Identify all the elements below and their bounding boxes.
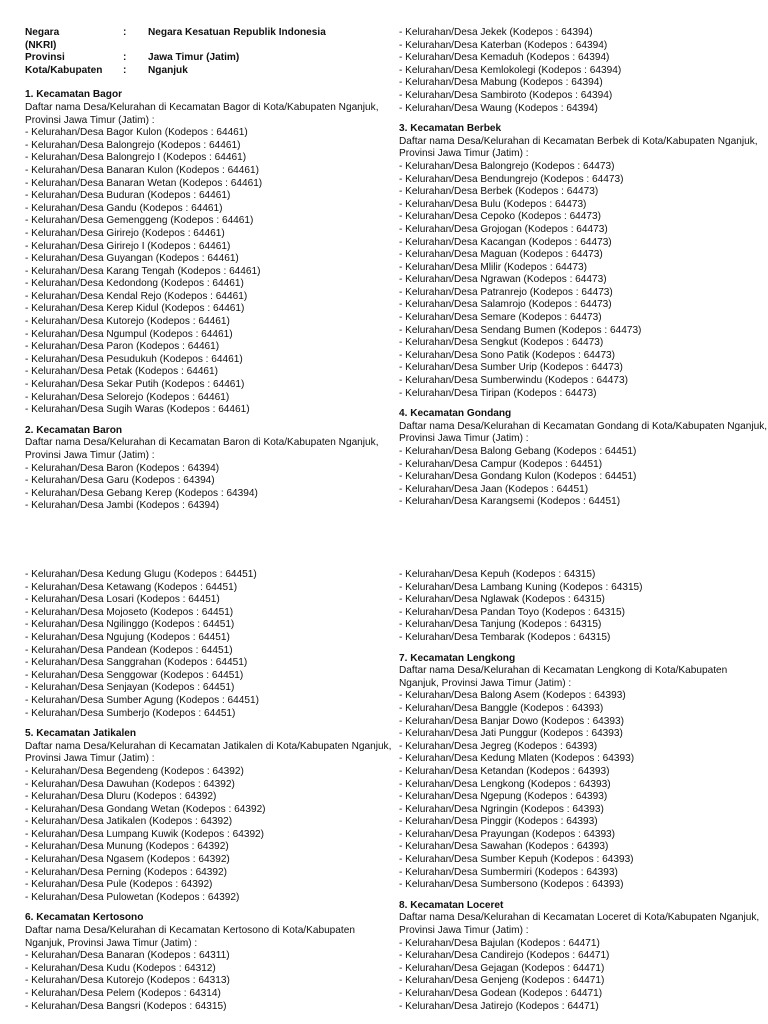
village-list-item: - Kelurahan/Desa Buduran (Kodepos : 64461): [25, 190, 231, 202]
village-list-item: - Kelurahan/Desa Salamrojo (Kodepos : 64473): [399, 299, 612, 311]
village-list-item: - Kelurahan/Desa Kepuh (Kodepos : 64315): [399, 569, 596, 580]
village-list-item: - Kelurahan/Desa Jatikalen (Kodepos : 64392): [25, 816, 233, 828]
header-value: Jawa Timur (Jatim): [148, 52, 240, 64]
header-label: Negara: [25, 27, 60, 38]
section-description: Daftar nama Desa/Kelurahan di Kecamatan Gondang di Kota/Kabupaten Nganjuk, Provinsi Jawa Timur (Jatim) :: [399, 420, 768, 445]
village-list-item: - Kelurahan/Desa Sumbersono (Kodepos : 64393): [399, 879, 624, 891]
village-list-item: - Kelurahan/Desa Baron (Kodepos : 64394): [25, 462, 220, 474]
village-list-item: - Kelurahan/Desa Pulowetan (Kodepos : 64392): [25, 891, 240, 903]
village-list-item: - Kelurahan/Desa Tiripan (Kodepos : 64473): [399, 387, 597, 399]
village-list-item: - Kelurahan/Desa Sumberwindu (Kodepos : 64473): [399, 375, 628, 387]
village-list-item: - Kelurahan/Desa Ngumpul (Kodepos : 64461): [25, 328, 233, 340]
village-list-item: - Kelurahan/Desa Kedung Mlaten (Kodepos : 64393): [399, 753, 635, 765]
village-list-item: - Kelurahan/Desa Genjeng (Kodepos : 64471): [399, 975, 605, 987]
section-list: [25, 89, 395, 512]
village-list-item: - Kelurahan/Desa Gejagan (Kodepos : 64471): [399, 962, 605, 974]
section-title: 5. Kecamatan Jatikalen: [25, 728, 137, 740]
section-title: 7. Kecamatan Lengkong: [399, 652, 516, 664]
section-description: Daftar nama Desa/Kelurahan di Kecamatan Bagor di Kota/Kabupaten Nganjuk, Provinsi Jawa Timur (Jatim) :: [25, 101, 379, 126]
section-description: Daftar nama Desa/Kelurahan di Kecamatan Berbek di Kota/Kabupaten Nganjuk, Provinsi Jawa Timur (Jatim) :: [399, 135, 758, 160]
village-list-item: - Kelurahan/Desa Bajulan (Kodepos : 64471): [399, 937, 600, 949]
village-list-item: - Kelurahan/Desa Sumberjo (Kodepos : 64451): [25, 707, 236, 719]
page-top-right-column: [399, 27, 768, 509]
village-list-item: - Kelurahan/Desa Sengkut (Kodepos : 64473): [399, 337, 604, 349]
village-list-item: - Kelurahan/Desa Gemenggeng (Kodepos : 64461): [25, 215, 254, 227]
village-list-item: - Kelurahan/Desa Karang Tengah (Kodepos : 64461): [25, 265, 261, 277]
document-page-bottom: [0, 512, 768, 1024]
village-list-item: - Kelurahan/Desa Gandu (Kodepos : 64461): [25, 202, 223, 214]
kecamatan-section: [399, 27, 768, 115]
village-list-item: - Kelurahan/Desa Jambi (Kodepos : 64394): [25, 500, 220, 512]
village-list-item: - Kelurahan/Desa Ngrawan (Kodepos : 64473): [399, 274, 607, 286]
village-list-item: - Kelurahan/Desa Kudu (Kodepos : 64312): [25, 962, 216, 974]
village-list-item: - Kelurahan/Desa Tanjung (Kodepos : 64315): [399, 619, 602, 631]
village-list-item: - Kelurahan/Desa Cepoko (Kodepos : 64473): [399, 211, 602, 223]
village-list-item: - Kelurahan/Desa Sugih Waras (Kodepos : 64461): [25, 404, 250, 416]
section-title: 8. Kecamatan Loceret: [399, 899, 504, 911]
village-list-item: - Kelurahan/Desa Patranrejo (Kodepos : 64473): [399, 286, 613, 298]
header-label: Provinsi: [25, 52, 65, 64]
village-list-item: - Kelurahan/Desa Banggle (Kodepos : 64393): [399, 702, 604, 714]
village-list-item: - Kelurahan/Desa Sumber Agung (Kodepos : 64451): [25, 694, 259, 706]
village-list-item: - Kelurahan/Desa Pandean (Kodepos : 64451): [25, 644, 233, 656]
village-list-item: - Kelurahan/Desa Ngilinggo (Kodepos : 64451): [25, 619, 235, 631]
section-title: 4. Kecamatan Gondang: [399, 408, 512, 420]
village-list-item: - Kelurahan/Desa Pandan Toyo (Kodepos : 64315): [399, 606, 625, 618]
section-title: 6. Kecamatan Kertosono: [25, 912, 144, 924]
village-list-item: - Kelurahan/Desa Mabung (Kodepos : 64394): [399, 77, 603, 89]
header-colon: :: [123, 64, 127, 76]
header-value: Nganjuk: [148, 64, 188, 76]
header-value: Negara Kesatuan Republik Indonesia: [148, 27, 326, 38]
village-list-item: - Kelurahan/Desa Kendal Rejo (Kodepos : 64461): [25, 290, 248, 302]
village-list-item: - Kelurahan/Desa Guyangan (Kodepos : 64461): [25, 253, 239, 265]
village-list-item: - Kelurahan/Desa Kedung Glugu (Kodepos : 64451): [25, 569, 257, 580]
section-description: Daftar nama Desa/Kelurahan di Kecamatan Kertosono di Kota/Kabupaten Nganjuk, Provinsi Jawa Timur (Jatim) :: [25, 925, 355, 949]
village-list-item: - Kelurahan/Desa Bagor Kulon (Kodepos : 64461): [25, 127, 248, 139]
kecamatan-section: [399, 569, 768, 645]
page-top-left-column: [25, 27, 395, 512]
kecamatan-section: [399, 123, 768, 400]
kecamatan-section: [25, 569, 395, 720]
village-list-item: - Kelurahan/Desa Bangsri (Kodepos : 64315): [25, 1000, 227, 1012]
village-list-item: - Kelurahan/Desa Jatirejo (Kodepos : 64471): [399, 1000, 599, 1012]
village-list-item: - Kelurahan/Desa Jati Punggur (Kodepos : 64393): [399, 728, 623, 740]
page-bottom-left-column: [25, 569, 395, 1013]
village-list-item: - Kelurahan/Desa Ketandan (Kodepos : 64393): [399, 765, 610, 777]
village-list-item: - Kelurahan/Desa Ngasem (Kodepos : 64392): [25, 854, 230, 866]
village-list-item: - Kelurahan/Desa Maguan (Kodepos : 64473): [399, 249, 603, 261]
village-list-item: - Kelurahan/Desa Dawuhan (Kodepos : 64392): [25, 778, 235, 790]
village-list-item: - Kelurahan/Desa Nglawak (Kodepos : 64315): [399, 594, 605, 606]
village-list-item: - Kelurahan/Desa Kutorejo (Kodepos : 64461): [25, 316, 230, 328]
village-list-item: - Kelurahan/Desa Tembarak (Kodepos : 64315): [399, 631, 611, 643]
header-label: Kota/Kabupaten: [25, 64, 103, 76]
village-list-item: - Kelurahan/Desa Bendungrejo (Kodepos : 64473): [399, 173, 624, 185]
village-list-item: - Kelurahan/Desa Ngepung (Kodepos : 64393): [399, 791, 608, 803]
village-list-item: - Kelurahan/Desa Petak (Kodepos : 64461): [25, 366, 219, 378]
kecamatan-section: [399, 653, 768, 892]
village-list-item: - Kelurahan/Desa Kedondong (Kodepos : 64461): [25, 278, 244, 290]
village-list-item: - Kelurahan/Desa Balong Gebang (Kodepos : 64451): [399, 446, 637, 457]
village-list-item: - Kelurahan/Desa Pelem (Kodepos : 64314): [25, 988, 221, 999]
village-list-item: - Kelurahan/Desa Sono Patik (Kodepos : 64473): [399, 349, 616, 361]
village-list-item: - Kelurahan/Desa Ketawang (Kodepos : 64451): [25, 581, 238, 593]
village-list-item: - Kelurahan/Desa Mlilir (Kodepos : 64473): [399, 261, 587, 273]
header-row: [25, 27, 395, 40]
village-list-item: - Kelurahan/Desa Kutorejo (Kodepos : 64313): [25, 975, 230, 987]
village-list-item: - Kelurahan/Desa Gebang Kerep (Kodepos : 64394): [25, 487, 258, 499]
village-list-item: - Kelurahan/Desa Senggowar (Kodepos : 64451): [25, 669, 244, 681]
village-list-item: - Kelurahan/Desa Banjar Dowo (Kodepos : 64393): [399, 715, 624, 727]
header-row: [25, 65, 395, 78]
section-title: 2. Kecamatan Baron: [25, 424, 123, 436]
village-list-item: - Kelurahan/Desa Paron (Kodepos : 64461): [25, 341, 220, 353]
village-list-item: - Kelurahan/Desa Sumbermiri (Kodepos : 64393): [399, 866, 618, 878]
section-title: 3. Kecamatan Berbek: [399, 123, 502, 135]
village-list-item: - Kelurahan/Desa Pesudukuh (Kodepos : 64461): [25, 353, 243, 365]
village-list-item: - Kelurahan/Desa Lumpang Kuwik (Kodepos : 64392): [25, 828, 265, 840]
section-description: Daftar nama Desa/Kelurahan di Kecamatan Lengkong di Kota/Kabupaten Nganjuk, Provinsi Jawa Timur (Jatim) :: [399, 665, 728, 689]
village-list-item: - Kelurahan/Desa Sambiroto (Kodepos : 64394): [399, 89, 613, 101]
village-list-item: - Kelurahan/Desa Perning (Kodepos : 64392): [25, 866, 228, 878]
village-list-item: - Kelurahan/Desa Ngujung (Kodepos : 64451): [25, 631, 230, 643]
header-label: (NKRI): [25, 39, 57, 51]
section-description: Daftar nama Desa/Kelurahan di Kecamatan Baron di Kota/Kabupaten Nganjuk, Provinsi Jawa Timur (Jatim) :: [25, 437, 379, 461]
village-list-item: - Kelurahan/Desa Munung (Kodepos : 64392): [25, 841, 229, 853]
village-list-item: - Kelurahan/Desa Balongrejo (Kodepos : 64461): [25, 139, 241, 151]
village-list-item: - Kelurahan/Desa Balongrejo (Kodepos : 64473): [399, 160, 615, 172]
village-list-item: - Kelurahan/Desa Pule (Kodepos : 64392): [25, 879, 213, 891]
village-list-item: - Kelurahan/Desa Grojogan (Kodepos : 64473): [399, 223, 608, 235]
village-list-item: - Kelurahan/Desa Lambang Kuning (Kodepos : 64315): [399, 581, 643, 593]
kecamatan-section: [399, 900, 768, 1013]
village-list-item: - Kelurahan/Desa Bulu (Kodepos : 64473): [399, 198, 587, 210]
village-list-item: - Kelurahan/Desa Pinggir (Kodepos : 64393): [399, 816, 598, 828]
kecamatan-section: [25, 89, 395, 416]
page-bottom-right-column: [399, 569, 768, 1013]
village-list-item: - Kelurahan/Desa Sawahan (Kodepos : 64393): [399, 841, 609, 853]
village-list-item: - Kelurahan/Desa Girirejo I (Kodepos : 64461): [25, 240, 231, 252]
village-list-item: - Kelurahan/Desa Jaan (Kodepos : 64451): [399, 483, 589, 495]
kecamatan-section: [25, 912, 395, 1013]
village-list-item: - Kelurahan/Desa Lengkong (Kodepos : 64393): [399, 778, 611, 790]
village-list-item: - Kelurahan/Desa Balong Asem (Kodepos : 64393): [399, 690, 626, 702]
village-list-item: - Kelurahan/Desa Ngringin (Kodepos : 64393): [399, 803, 604, 815]
kecamatan-section: [399, 408, 768, 509]
village-list-item: - Kelurahan/Desa Garu (Kodepos : 64394): [25, 475, 215, 487]
village-list-item: - Kelurahan/Desa Jegreg (Kodepos : 64393): [399, 740, 598, 752]
village-list-item: - Kelurahan/Desa Gondang Kulon (Kodepos : 64451): [399, 471, 637, 483]
section-description: Daftar nama Desa/Kelurahan di Kecamatan Loceret di Kota/Kabupaten Nganjuk, Provinsi Jawa Timur (Jatim) :: [399, 912, 760, 937]
village-list-item: - Kelurahan/Desa Sekar Putih (Kodepos : 64461): [25, 379, 245, 391]
village-list-item: - Kelurahan/Desa Selorejo (Kodepos : 64461): [25, 391, 230, 403]
village-list-item: - Kelurahan/Desa Semare (Kodepos : 64473): [399, 312, 602, 324]
village-list-item: - Kelurahan/Desa Sendang Bumen (Kodepos : 64473): [399, 324, 642, 336]
village-list-item: - Kelurahan/Desa Sanggrahan (Kodepos : 64451): [25, 657, 248, 669]
village-list-item: - Kelurahan/Desa Banaran Kulon (Kodepos : 64461): [25, 164, 259, 176]
kecamatan-section: [25, 425, 395, 512]
header-row: [25, 40, 395, 53]
village-list-item: - Kelurahan/Desa Kerep Kidul (Kodepos : 64461): [25, 303, 245, 315]
village-list-item: - Kelurahan/Desa Berbek (Kodepos : 64473): [399, 186, 599, 198]
village-list-item: - Kelurahan/Desa Banaran Wetan (Kodepos : 64461): [25, 177, 263, 189]
header-colon: [123, 40, 148, 53]
kecamatan-section: [25, 728, 395, 904]
village-list-item: - Kelurahan/Desa Godean (Kodepos : 64471): [399, 988, 603, 999]
village-list-item: - Kelurahan/Desa Banaran (Kodepos : 64311): [25, 950, 230, 962]
section-title: 1. Kecamatan Bagor: [25, 89, 123, 101]
header-colon: :: [123, 27, 127, 38]
village-list-item: - Kelurahan/Desa Dluru (Kodepos : 64392): [25, 791, 217, 803]
header-colon: :: [123, 52, 127, 64]
document-header: [25, 27, 395, 77]
village-list-item: - Kelurahan/Desa Begendeng (Kodepos : 64392): [25, 765, 244, 777]
village-list-item: - Kelurahan/Desa Prayungan (Kodepos : 64393): [399, 828, 616, 840]
village-list-item: - Kelurahan/Desa Waung (Kodepos : 64394): [399, 102, 598, 114]
village-list-item: - Kelurahan/Desa Balongrejo I (Kodepos : 64461): [25, 152, 247, 164]
village-list-item: - Kelurahan/Desa Campur (Kodepos : 64451): [399, 458, 603, 470]
village-list-item: - Kelurahan/Desa Sumber Kepuh (Kodepos : 64393): [399, 854, 634, 866]
village-list-item: - Kelurahan/Desa Losari (Kodepos : 64451): [25, 594, 220, 606]
village-list-item: - Kelurahan/Desa Jekek (Kodepos : 64394): [399, 27, 593, 38]
section-description: Daftar nama Desa/Kelurahan di Kecamatan Jatikalen di Kota/Kabupaten Nganjuk, Provinsi Jawa Timur (Jatim) :: [25, 740, 392, 765]
village-list-item: - Kelurahan/Desa Mojoseto (Kodepos : 64451): [25, 606, 234, 618]
village-list-item: - Kelurahan/Desa Girirejo (Kodepos : 64461): [25, 227, 225, 239]
header-row: [25, 52, 395, 65]
village-list-item: - Kelurahan/Desa Sumber Urip (Kodepos : 64473): [399, 362, 623, 374]
village-list-item: - Kelurahan/Desa Kemlokolegi (Kodepos : 64394): [399, 64, 622, 76]
village-list-item: - Kelurahan/Desa Kemaduh (Kodepos : 64394): [399, 52, 610, 64]
village-list-item: - Kelurahan/Desa Katerban (Kodepos : 64394): [399, 39, 608, 51]
village-list-item: - Kelurahan/Desa Senjayan (Kodepos : 64451): [25, 682, 235, 694]
village-list-item: - Kelurahan/Desa Kacangan (Kodepos : 64473): [399, 236, 612, 248]
village-list-item: - Kelurahan/Desa Karangsemi (Kodepos : 64451): [399, 496, 621, 508]
village-list-item: - Kelurahan/Desa Gondang Wetan (Kodepos : 64392): [25, 803, 266, 815]
village-list-item: - Kelurahan/Desa Candirejo (Kodepos : 64471): [399, 950, 610, 962]
